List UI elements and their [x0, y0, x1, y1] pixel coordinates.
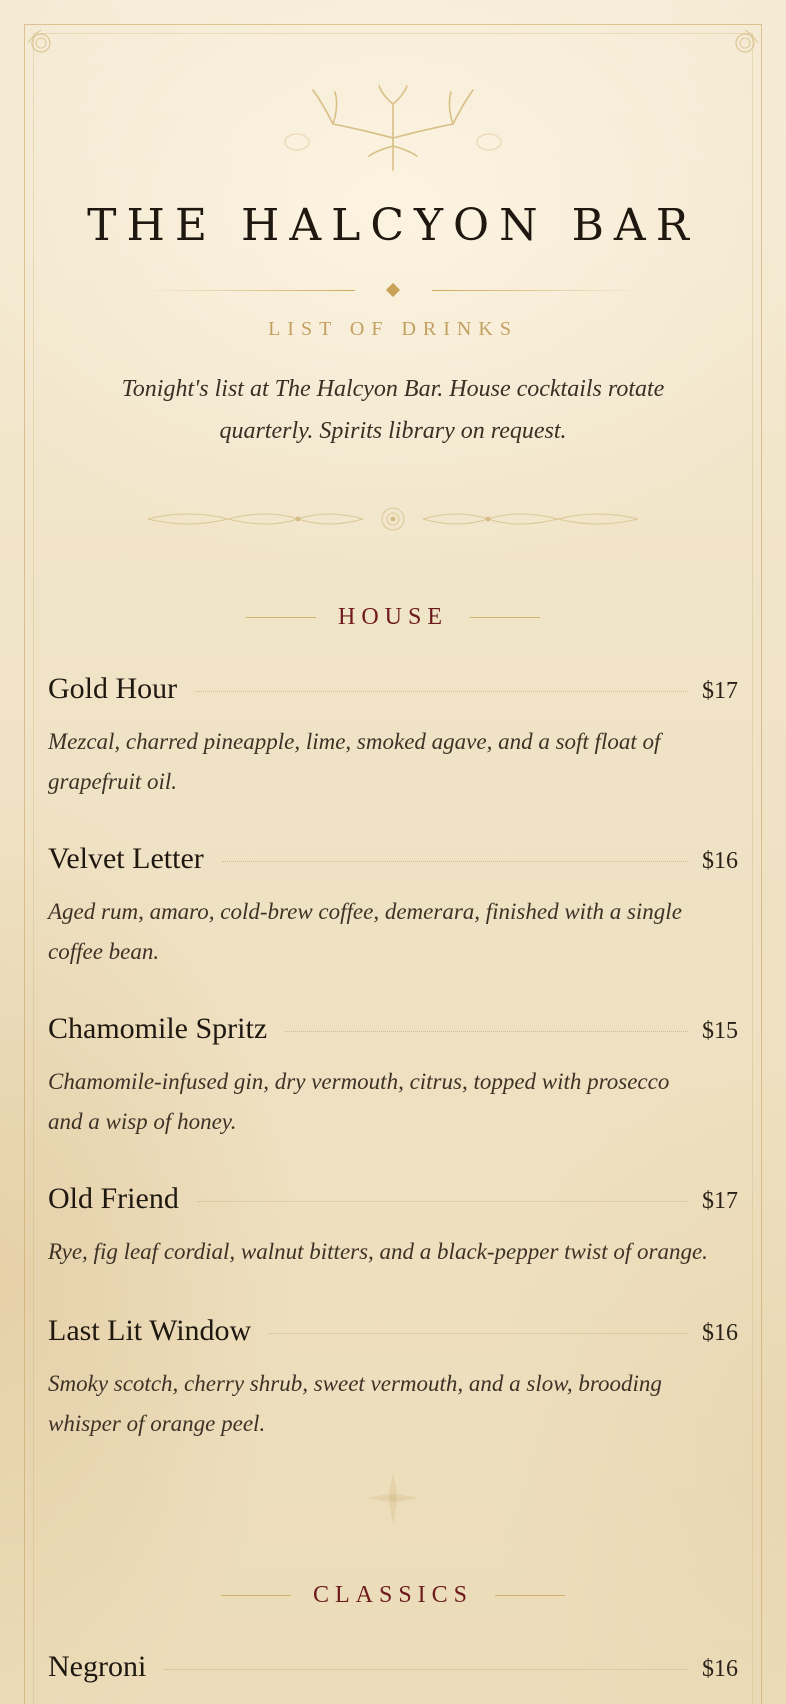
antler-crest-icon [283, 84, 503, 174]
corner-ornament-icon [26, 28, 56, 58]
section-heading-classics [0, 1582, 786, 1609]
drink-price: $16 [702, 848, 738, 874]
drink-price: $16 [702, 1656, 738, 1682]
drink-name: Negroni [48, 1650, 147, 1683]
drink-price: $15 [702, 1018, 738, 1044]
flourish-divider-icon [148, 503, 638, 535]
drink-name: Velvet Letter [48, 842, 204, 875]
page-subtitle: LIST OF DRINKS [268, 318, 518, 340]
dot-leader [164, 1669, 688, 1670]
drink-name: Gold Hour [48, 672, 178, 705]
drink-description: Mezcal, charred pineapple, lime, smoked agave, and a soft float of grapefruit oil. [48, 729, 661, 794]
section-rule [246, 617, 316, 618]
drink-description: Smoky scotch, cherry shrub, sweet vermouth, and a slow, brooding whisper of orange peel. [48, 1371, 662, 1436]
drink-item-velvet-letter [48, 842, 738, 972]
diamond-icon [386, 283, 400, 297]
drink-item-last-lit-window [48, 1314, 738, 1444]
drink-price: $17 [702, 1188, 738, 1214]
drink-item-chamomile-spritz [48, 1012, 738, 1142]
star-ornament-icon [363, 1468, 423, 1528]
dot-leader [195, 691, 688, 692]
drink-description: Aged rum, amaro, cold-brew coffee, demerara, finished with a single coffee bean. [48, 899, 682, 964]
section-rule [221, 1595, 291, 1596]
corner-ornament-icon [730, 28, 760, 58]
drink-item-gold-hour [48, 672, 738, 802]
drink-name: Last Lit Window [48, 1314, 252, 1347]
title-rule-left [140, 290, 355, 291]
drink-price: $17 [702, 678, 738, 704]
dot-leader [222, 861, 688, 862]
section-rule [470, 617, 540, 618]
drink-price: $16 [702, 1320, 738, 1346]
section-label: CLASSICS [312, 1582, 474, 1608]
drink-description: Rye, fig leaf cordial, walnut bitters, and a black-pepper twist of orange. [48, 1239, 708, 1264]
drink-item-negroni [48, 1650, 738, 1684]
intro-text: Tonight's list at The Halcyon Bar. House cocktails rotate quarterly. Spirits library on request. [121, 376, 665, 444]
section-heading-house [0, 604, 786, 631]
drink-item-old-friend [48, 1182, 738, 1272]
page-title: THE HALCYON BAR [87, 200, 699, 251]
drink-name: Old Friend [48, 1182, 179, 1215]
section-rule [495, 1595, 565, 1596]
dot-leader [269, 1333, 688, 1334]
title-rule-right [432, 290, 647, 291]
dot-leader [197, 1201, 688, 1202]
dot-leader [285, 1031, 688, 1032]
drink-name: Chamomile Spritz [48, 1012, 268, 1045]
section-label: HOUSE [337, 604, 448, 630]
drink-description: Chamomile-infused gin, dry vermouth, citrus, topped with prosecco and a wisp of honey. [48, 1069, 670, 1134]
